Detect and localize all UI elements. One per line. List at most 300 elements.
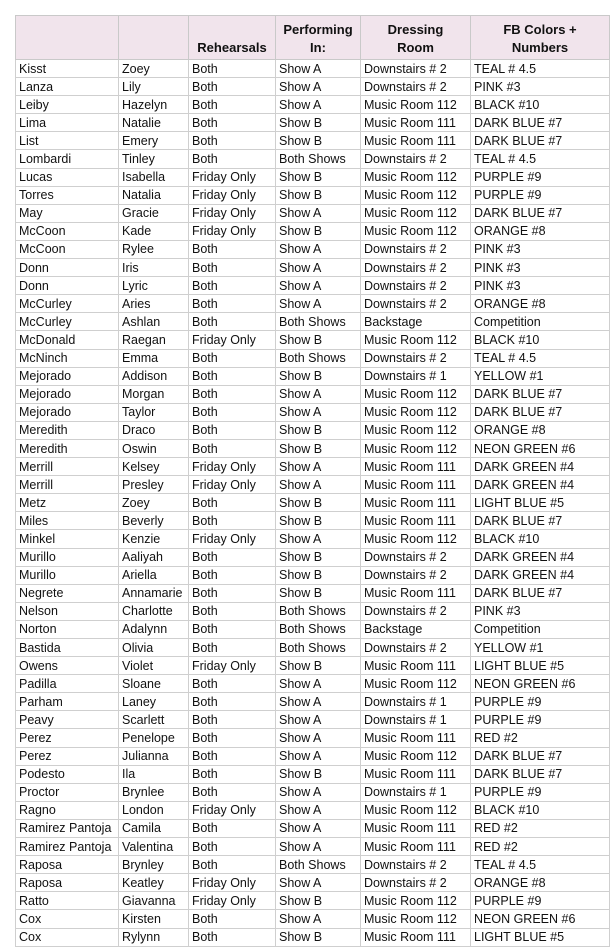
- dressing-room-cell[interactable]: Downstairs # 2: [361, 78, 471, 96]
- performing-cell[interactable]: Show A: [276, 295, 361, 313]
- fb-color-cell[interactable]: RED #2: [471, 729, 610, 747]
- rehearsals-cell[interactable]: Friday Only: [189, 892, 276, 910]
- fb-color-cell[interactable]: LIGHT BLUE #5: [471, 928, 610, 946]
- first-name-cell[interactable]: Gracie: [119, 204, 189, 222]
- performing-cell[interactable]: Show B: [276, 892, 361, 910]
- performing-cell[interactable]: Show A: [276, 838, 361, 856]
- first-name-cell[interactable]: Brynlee: [119, 783, 189, 801]
- fb-color-cell[interactable]: DARK BLUE #7: [471, 114, 610, 132]
- last-name-cell[interactable]: McCoon: [16, 222, 119, 240]
- last-name-cell[interactable]: List: [16, 132, 119, 150]
- last-name-cell[interactable]: Lombardi: [16, 150, 119, 168]
- fb-color-cell[interactable]: DARK BLUE #7: [471, 385, 610, 403]
- performing-cell[interactable]: Show B: [276, 584, 361, 602]
- rehearsals-cell[interactable]: Both: [189, 729, 276, 747]
- fb-color-cell[interactable]: DARK BLUE #7: [471, 132, 610, 150]
- fb-color-cell[interactable]: BLACK #10: [471, 801, 610, 819]
- first-name-cell[interactable]: Sloane: [119, 675, 189, 693]
- performing-cell[interactable]: Show B: [276, 566, 361, 584]
- dressing-room-cell[interactable]: Music Room 111: [361, 765, 471, 783]
- first-name-cell[interactable]: Scarlett: [119, 711, 189, 729]
- dressing-room-cell[interactable]: Downstairs # 2: [361, 639, 471, 657]
- first-name-cell[interactable]: Valentina: [119, 838, 189, 856]
- rehearsals-cell[interactable]: Both: [189, 675, 276, 693]
- first-name-cell[interactable]: Violet: [119, 657, 189, 675]
- first-name-cell[interactable]: Draco: [119, 421, 189, 439]
- dressing-room-cell[interactable]: Music Room 112: [361, 910, 471, 928]
- performing-cell[interactable]: Show A: [276, 819, 361, 837]
- rehearsals-cell[interactable]: Friday Only: [189, 801, 276, 819]
- fb-color-cell[interactable]: PURPLE #9: [471, 693, 610, 711]
- rehearsals-cell[interactable]: Both: [189, 295, 276, 313]
- last-name-cell[interactable]: Podesto: [16, 765, 119, 783]
- dressing-room-cell[interactable]: Downstairs # 2: [361, 349, 471, 367]
- performing-cell[interactable]: Both Shows: [276, 856, 361, 874]
- performing-cell[interactable]: Show A: [276, 711, 361, 729]
- rehearsals-cell[interactable]: Both: [189, 494, 276, 512]
- rehearsals-cell[interactable]: Both: [189, 439, 276, 457]
- fb-color-cell[interactable]: TEAL # 4.5: [471, 60, 610, 78]
- last-name-cell[interactable]: Cox: [16, 928, 119, 946]
- rehearsals-cell[interactable]: Friday Only: [189, 476, 276, 494]
- dressing-room-cell[interactable]: Downstairs # 2: [361, 295, 471, 313]
- performing-cell[interactable]: Show B: [276, 765, 361, 783]
- dressing-room-cell[interactable]: Backstage: [361, 313, 471, 331]
- last-name-cell[interactable]: Lucas: [16, 168, 119, 186]
- first-name-cell[interactable]: Taylor: [119, 403, 189, 421]
- first-name-cell[interactable]: Zoey: [119, 60, 189, 78]
- rehearsals-cell[interactable]: Both: [189, 421, 276, 439]
- first-name-cell[interactable]: London: [119, 801, 189, 819]
- rehearsals-cell[interactable]: Both: [189, 856, 276, 874]
- performing-cell[interactable]: Show A: [276, 910, 361, 928]
- rehearsals-cell[interactable]: Both: [189, 584, 276, 602]
- dressing-room-cell[interactable]: Downstairs # 2: [361, 277, 471, 295]
- last-name-cell[interactable]: Ramirez Pantoja: [16, 838, 119, 856]
- last-name-cell[interactable]: Leiby: [16, 96, 119, 114]
- fb-color-cell[interactable]: TEAL # 4.5: [471, 349, 610, 367]
- fb-color-cell[interactable]: DARK BLUE #7: [471, 403, 610, 421]
- rehearsals-cell[interactable]: Both: [189, 928, 276, 946]
- dressing-room-cell[interactable]: Music Room 112: [361, 168, 471, 186]
- first-name-cell[interactable]: Beverly: [119, 512, 189, 530]
- performing-cell[interactable]: Show A: [276, 96, 361, 114]
- last-name-cell[interactable]: Miles: [16, 512, 119, 530]
- rehearsals-cell[interactable]: Both: [189, 711, 276, 729]
- first-name-cell[interactable]: Emery: [119, 132, 189, 150]
- last-name-cell[interactable]: Bastida: [16, 639, 119, 657]
- fb-color-cell[interactable]: PURPLE #9: [471, 168, 610, 186]
- fb-color-cell[interactable]: PINK #3: [471, 78, 610, 96]
- rehearsals-cell[interactable]: Both: [189, 620, 276, 638]
- performing-cell[interactable]: Show B: [276, 186, 361, 204]
- fb-color-cell[interactable]: NEON GREEN #6: [471, 439, 610, 457]
- performing-cell[interactable]: Both Shows: [276, 620, 361, 638]
- rehearsals-cell[interactable]: Both: [189, 783, 276, 801]
- fb-color-cell[interactable]: YELLOW #1: [471, 639, 610, 657]
- fb-color-cell[interactable]: DARK GREEN #4: [471, 566, 610, 584]
- rehearsals-cell[interactable]: Both: [189, 548, 276, 566]
- performing-cell[interactable]: Both Shows: [276, 602, 361, 620]
- last-name-cell[interactable]: Owens: [16, 657, 119, 675]
- fb-color-cell[interactable]: ORANGE #8: [471, 222, 610, 240]
- performing-cell[interactable]: Show A: [276, 476, 361, 494]
- first-name-cell[interactable]: Natalie: [119, 114, 189, 132]
- first-name-cell[interactable]: Presley: [119, 476, 189, 494]
- first-name-cell[interactable]: Lyric: [119, 277, 189, 295]
- last-name-cell[interactable]: Kisst: [16, 60, 119, 78]
- fb-color-cell[interactable]: PURPLE #9: [471, 892, 610, 910]
- last-name-cell[interactable]: Perez: [16, 729, 119, 747]
- first-name-cell[interactable]: Raegan: [119, 331, 189, 349]
- performing-cell[interactable]: Show A: [276, 874, 361, 892]
- rehearsals-cell[interactable]: Friday Only: [189, 874, 276, 892]
- fb-color-cell[interactable]: YELLOW #1: [471, 367, 610, 385]
- performing-cell[interactable]: Show A: [276, 675, 361, 693]
- rehearsals-cell[interactable]: Both: [189, 96, 276, 114]
- rehearsals-cell[interactable]: Both: [189, 693, 276, 711]
- dressing-room-cell[interactable]: Music Room 111: [361, 838, 471, 856]
- fb-color-cell[interactable]: BLACK #10: [471, 530, 610, 548]
- first-name-cell[interactable]: Rylee: [119, 240, 189, 258]
- performing-cell[interactable]: Show B: [276, 132, 361, 150]
- rehearsals-cell[interactable]: Both: [189, 132, 276, 150]
- dressing-room-cell[interactable]: Music Room 111: [361, 114, 471, 132]
- first-name-cell[interactable]: Camila: [119, 819, 189, 837]
- fb-color-cell[interactable]: ORANGE #8: [471, 874, 610, 892]
- performing-cell[interactable]: Show B: [276, 928, 361, 946]
- dressing-room-cell[interactable]: Music Room 112: [361, 892, 471, 910]
- rehearsals-cell[interactable]: Both: [189, 747, 276, 765]
- last-name-cell[interactable]: Mejorado: [16, 385, 119, 403]
- dressing-room-cell[interactable]: Music Room 112: [361, 675, 471, 693]
- dressing-room-cell[interactable]: Downstairs # 2: [361, 259, 471, 277]
- fb-color-cell[interactable]: DARK BLUE #7: [471, 584, 610, 602]
- fb-color-cell[interactable]: PURPLE #9: [471, 783, 610, 801]
- first-name-cell[interactable]: Aaliyah: [119, 548, 189, 566]
- first-name-cell[interactable]: Adalynn: [119, 620, 189, 638]
- dressing-room-cell[interactable]: Music Room 111: [361, 657, 471, 675]
- last-name-cell[interactable]: McCurley: [16, 313, 119, 331]
- rehearsals-cell[interactable]: Both: [189, 765, 276, 783]
- fb-color-cell[interactable]: PINK #3: [471, 240, 610, 258]
- last-name-cell[interactable]: Merrill: [16, 476, 119, 494]
- last-name-cell[interactable]: McNinch: [16, 349, 119, 367]
- last-name-cell[interactable]: McCurley: [16, 295, 119, 313]
- first-name-cell[interactable]: Tinley: [119, 150, 189, 168]
- dressing-room-cell[interactable]: Music Room 112: [361, 204, 471, 222]
- rehearsals-cell[interactable]: Both: [189, 385, 276, 403]
- fb-color-cell[interactable]: PINK #3: [471, 602, 610, 620]
- fb-color-cell[interactable]: BLACK #10: [471, 96, 610, 114]
- performing-cell[interactable]: Show A: [276, 60, 361, 78]
- last-name-cell[interactable]: Merrill: [16, 458, 119, 476]
- fb-color-cell[interactable]: BLACK #10: [471, 331, 610, 349]
- performing-cell[interactable]: Show B: [276, 168, 361, 186]
- performing-cell[interactable]: Show A: [276, 240, 361, 258]
- first-name-cell[interactable]: Kenzie: [119, 530, 189, 548]
- last-name-cell[interactable]: Murillo: [16, 566, 119, 584]
- dressing-room-cell[interactable]: Downstairs # 1: [361, 783, 471, 801]
- dressing-room-cell[interactable]: Music Room 111: [361, 132, 471, 150]
- dressing-room-cell[interactable]: Downstairs # 2: [361, 548, 471, 566]
- rehearsals-cell[interactable]: Both: [189, 403, 276, 421]
- fb-color-cell[interactable]: LIGHT BLUE #5: [471, 657, 610, 675]
- first-name-cell[interactable]: Hazelyn: [119, 96, 189, 114]
- fb-color-cell[interactable]: LIGHT BLUE #5: [471, 494, 610, 512]
- first-name-cell[interactable]: Laney: [119, 693, 189, 711]
- first-name-cell[interactable]: Aries: [119, 295, 189, 313]
- first-name-cell[interactable]: Natalia: [119, 186, 189, 204]
- rehearsals-cell[interactable]: Both: [189, 313, 276, 331]
- last-name-cell[interactable]: Lima: [16, 114, 119, 132]
- rehearsals-cell[interactable]: Both: [189, 150, 276, 168]
- performing-cell[interactable]: Both Shows: [276, 150, 361, 168]
- fb-color-cell[interactable]: DARK BLUE #7: [471, 747, 610, 765]
- first-name-cell[interactable]: Isabella: [119, 168, 189, 186]
- first-name-cell[interactable]: Keatley: [119, 874, 189, 892]
- rehearsals-cell[interactable]: Both: [189, 259, 276, 277]
- fb-color-cell[interactable]: NEON GREEN #6: [471, 675, 610, 693]
- fb-color-cell[interactable]: ORANGE #8: [471, 421, 610, 439]
- performing-cell[interactable]: Show B: [276, 512, 361, 530]
- dressing-room-cell[interactable]: Downstairs # 2: [361, 602, 471, 620]
- rehearsals-cell[interactable]: Both: [189, 240, 276, 258]
- performing-cell[interactable]: Show A: [276, 530, 361, 548]
- fb-color-cell[interactable]: DARK BLUE #7: [471, 512, 610, 530]
- rehearsals-cell[interactable]: Friday Only: [189, 458, 276, 476]
- fb-color-cell[interactable]: RED #2: [471, 838, 610, 856]
- dressing-room-cell[interactable]: Downstairs # 2: [361, 150, 471, 168]
- last-name-cell[interactable]: Minkel: [16, 530, 119, 548]
- first-name-cell[interactable]: Kade: [119, 222, 189, 240]
- first-name-cell[interactable]: Addison: [119, 367, 189, 385]
- dressing-room-cell[interactable]: Downstairs # 2: [361, 856, 471, 874]
- rehearsals-cell[interactable]: Friday Only: [189, 222, 276, 240]
- first-name-cell[interactable]: Emma: [119, 349, 189, 367]
- fb-color-cell[interactable]: RED #2: [471, 819, 610, 837]
- first-name-cell[interactable]: Kelsey: [119, 458, 189, 476]
- last-name-cell[interactable]: Raposa: [16, 856, 119, 874]
- rehearsals-cell[interactable]: Both: [189, 349, 276, 367]
- dressing-room-cell[interactable]: Backstage: [361, 620, 471, 638]
- performing-cell[interactable]: Show B: [276, 367, 361, 385]
- dressing-room-cell[interactable]: Music Room 111: [361, 512, 471, 530]
- last-name-cell[interactable]: Meredith: [16, 439, 119, 457]
- fb-color-cell[interactable]: Competition: [471, 313, 610, 331]
- first-name-cell[interactable]: Iris: [119, 259, 189, 277]
- performing-cell[interactable]: Show A: [276, 693, 361, 711]
- last-name-cell[interactable]: Nelson: [16, 602, 119, 620]
- last-name-cell[interactable]: McDonald: [16, 331, 119, 349]
- performing-cell[interactable]: Show B: [276, 657, 361, 675]
- last-name-cell[interactable]: Lanza: [16, 78, 119, 96]
- dressing-room-cell[interactable]: Downstairs # 1: [361, 711, 471, 729]
- dressing-room-cell[interactable]: Downstairs # 2: [361, 874, 471, 892]
- rehearsals-cell[interactable]: Both: [189, 114, 276, 132]
- rehearsals-cell[interactable]: Friday Only: [189, 204, 276, 222]
- last-name-cell[interactable]: Cox: [16, 910, 119, 928]
- fb-color-cell[interactable]: DARK GREEN #4: [471, 476, 610, 494]
- first-name-cell[interactable]: Ila: [119, 765, 189, 783]
- dressing-room-cell[interactable]: Music Room 111: [361, 458, 471, 476]
- rehearsals-cell[interactable]: Both: [189, 838, 276, 856]
- performing-cell[interactable]: Show B: [276, 331, 361, 349]
- fb-color-cell[interactable]: DARK GREEN #4: [471, 548, 610, 566]
- performing-cell[interactable]: Show A: [276, 801, 361, 819]
- first-name-cell[interactable]: Kirsten: [119, 910, 189, 928]
- fb-color-cell[interactable]: DARK GREEN #4: [471, 458, 610, 476]
- rehearsals-cell[interactable]: Friday Only: [189, 186, 276, 204]
- last-name-cell[interactable]: Ratto: [16, 892, 119, 910]
- first-name-cell[interactable]: Charlotte: [119, 602, 189, 620]
- first-name-cell[interactable]: Annamarie: [119, 584, 189, 602]
- last-name-cell[interactable]: Raposa: [16, 874, 119, 892]
- dressing-room-cell[interactable]: Music Room 112: [361, 403, 471, 421]
- dressing-room-cell[interactable]: Music Room 112: [361, 96, 471, 114]
- first-name-cell[interactable]: Rylynn: [119, 928, 189, 946]
- last-name-cell[interactable]: Norton: [16, 620, 119, 638]
- header-first-name[interactable]: [119, 16, 189, 60]
- fb-color-cell[interactable]: Competition: [471, 620, 610, 638]
- dressing-room-cell[interactable]: Downstairs # 1: [361, 693, 471, 711]
- rehearsals-cell[interactable]: Friday Only: [189, 168, 276, 186]
- rehearsals-cell[interactable]: Both: [189, 602, 276, 620]
- rehearsals-cell[interactable]: Both: [189, 78, 276, 96]
- first-name-cell[interactable]: Ariella: [119, 566, 189, 584]
- dressing-room-cell[interactable]: Downstairs # 1: [361, 367, 471, 385]
- performing-cell[interactable]: Show B: [276, 494, 361, 512]
- performing-cell[interactable]: Both Shows: [276, 349, 361, 367]
- header-fb-colors[interactable]: FB Colors + Numbers: [471, 16, 610, 60]
- rehearsals-cell[interactable]: Both: [189, 367, 276, 385]
- performing-cell[interactable]: Show A: [276, 204, 361, 222]
- performing-cell[interactable]: Show B: [276, 548, 361, 566]
- dressing-room-cell[interactable]: Music Room 112: [361, 421, 471, 439]
- last-name-cell[interactable]: Parham: [16, 693, 119, 711]
- rehearsals-cell[interactable]: Both: [189, 566, 276, 584]
- fb-color-cell[interactable]: PINK #3: [471, 259, 610, 277]
- header-rehearsals[interactable]: Rehearsals: [189, 16, 276, 60]
- performing-cell[interactable]: Both Shows: [276, 313, 361, 331]
- last-name-cell[interactable]: Mejorado: [16, 403, 119, 421]
- performing-cell[interactable]: Show A: [276, 277, 361, 295]
- first-name-cell[interactable]: Penelope: [119, 729, 189, 747]
- last-name-cell[interactable]: Metz: [16, 494, 119, 512]
- fb-color-cell[interactable]: PURPLE #9: [471, 186, 610, 204]
- rehearsals-cell[interactable]: Both: [189, 819, 276, 837]
- dressing-room-cell[interactable]: Music Room 112: [361, 331, 471, 349]
- fb-color-cell[interactable]: TEAL # 4.5: [471, 150, 610, 168]
- performing-cell[interactable]: Show B: [276, 421, 361, 439]
- rehearsals-cell[interactable]: Both: [189, 60, 276, 78]
- first-name-cell[interactable]: Giavanna: [119, 892, 189, 910]
- header-last-name[interactable]: [16, 16, 119, 60]
- last-name-cell[interactable]: Ragno: [16, 801, 119, 819]
- performing-cell[interactable]: Both Shows: [276, 639, 361, 657]
- first-name-cell[interactable]: Brynley: [119, 856, 189, 874]
- last-name-cell[interactable]: Negrete: [16, 584, 119, 602]
- rehearsals-cell[interactable]: Both: [189, 277, 276, 295]
- last-name-cell[interactable]: McCoon: [16, 240, 119, 258]
- performing-cell[interactable]: Show A: [276, 385, 361, 403]
- dressing-room-cell[interactable]: Music Room 111: [361, 584, 471, 602]
- last-name-cell[interactable]: Padilla: [16, 675, 119, 693]
- rehearsals-cell[interactable]: Friday Only: [189, 331, 276, 349]
- rehearsals-cell[interactable]: Both: [189, 910, 276, 928]
- performing-cell[interactable]: Show A: [276, 259, 361, 277]
- last-name-cell[interactable]: Perez: [16, 747, 119, 765]
- rehearsals-cell[interactable]: Friday Only: [189, 657, 276, 675]
- performing-cell[interactable]: Show B: [276, 439, 361, 457]
- fb-color-cell[interactable]: ORANGE #8: [471, 295, 610, 313]
- rehearsals-cell[interactable]: Both: [189, 639, 276, 657]
- dressing-room-cell[interactable]: Music Room 111: [361, 476, 471, 494]
- performing-cell[interactable]: Show A: [276, 78, 361, 96]
- last-name-cell[interactable]: Meredith: [16, 421, 119, 439]
- performing-cell[interactable]: Show A: [276, 458, 361, 476]
- dressing-room-cell[interactable]: Downstairs # 2: [361, 566, 471, 584]
- dressing-room-cell[interactable]: Music Room 112: [361, 385, 471, 403]
- dressing-room-cell[interactable]: Music Room 111: [361, 928, 471, 946]
- dressing-room-cell[interactable]: Downstairs # 2: [361, 240, 471, 258]
- dressing-room-cell[interactable]: Music Room 111: [361, 494, 471, 512]
- first-name-cell[interactable]: Lily: [119, 78, 189, 96]
- fb-color-cell[interactable]: PURPLE #9: [471, 711, 610, 729]
- rehearsals-cell[interactable]: Both: [189, 512, 276, 530]
- fb-color-cell[interactable]: NEON GREEN #6: [471, 910, 610, 928]
- dressing-room-cell[interactable]: Music Room 111: [361, 819, 471, 837]
- last-name-cell[interactable]: Ramirez Pantoja: [16, 819, 119, 837]
- dressing-room-cell[interactable]: Music Room 112: [361, 222, 471, 240]
- last-name-cell[interactable]: Donn: [16, 259, 119, 277]
- last-name-cell[interactable]: Proctor: [16, 783, 119, 801]
- dressing-room-cell[interactable]: Music Room 112: [361, 530, 471, 548]
- first-name-cell[interactable]: Zoey: [119, 494, 189, 512]
- performing-cell[interactable]: Show A: [276, 747, 361, 765]
- fb-color-cell[interactable]: PINK #3: [471, 277, 610, 295]
- dressing-room-cell[interactable]: Music Room 112: [361, 801, 471, 819]
- last-name-cell[interactable]: Peavy: [16, 711, 119, 729]
- performing-cell[interactable]: Show A: [276, 783, 361, 801]
- last-name-cell[interactable]: May: [16, 204, 119, 222]
- performing-cell[interactable]: Show B: [276, 114, 361, 132]
- dressing-room-cell[interactable]: Music Room 111: [361, 729, 471, 747]
- fb-color-cell[interactable]: TEAL # 4.5: [471, 856, 610, 874]
- performing-cell[interactable]: Show A: [276, 403, 361, 421]
- first-name-cell[interactable]: Morgan: [119, 385, 189, 403]
- last-name-cell[interactable]: Torres: [16, 186, 119, 204]
- last-name-cell[interactable]: Murillo: [16, 548, 119, 566]
- header-performing-in[interactable]: Performing In:: [276, 16, 361, 60]
- fb-color-cell[interactable]: DARK BLUE #7: [471, 204, 610, 222]
- dressing-room-cell[interactable]: Music Room 112: [361, 439, 471, 457]
- last-name-cell[interactable]: Donn: [16, 277, 119, 295]
- dressing-room-cell[interactable]: Music Room 112: [361, 186, 471, 204]
- first-name-cell[interactable]: Ashlan: [119, 313, 189, 331]
- dressing-room-cell[interactable]: Music Room 112: [361, 747, 471, 765]
- performing-cell[interactable]: Show A: [276, 729, 361, 747]
- last-name-cell[interactable]: Mejorado: [16, 367, 119, 385]
- performing-cell[interactable]: Show B: [276, 222, 361, 240]
- dressing-room-cell[interactable]: Downstairs # 2: [361, 60, 471, 78]
- first-name-cell[interactable]: Olivia: [119, 639, 189, 657]
- fb-color-cell[interactable]: DARK BLUE #7: [471, 765, 610, 783]
- rehearsals-cell[interactable]: Friday Only: [189, 530, 276, 548]
- first-name-cell[interactable]: Oswin: [119, 439, 189, 457]
- first-name-cell[interactable]: Julianna: [119, 747, 189, 765]
- header-dressing-room[interactable]: Dressing Room: [361, 16, 471, 60]
